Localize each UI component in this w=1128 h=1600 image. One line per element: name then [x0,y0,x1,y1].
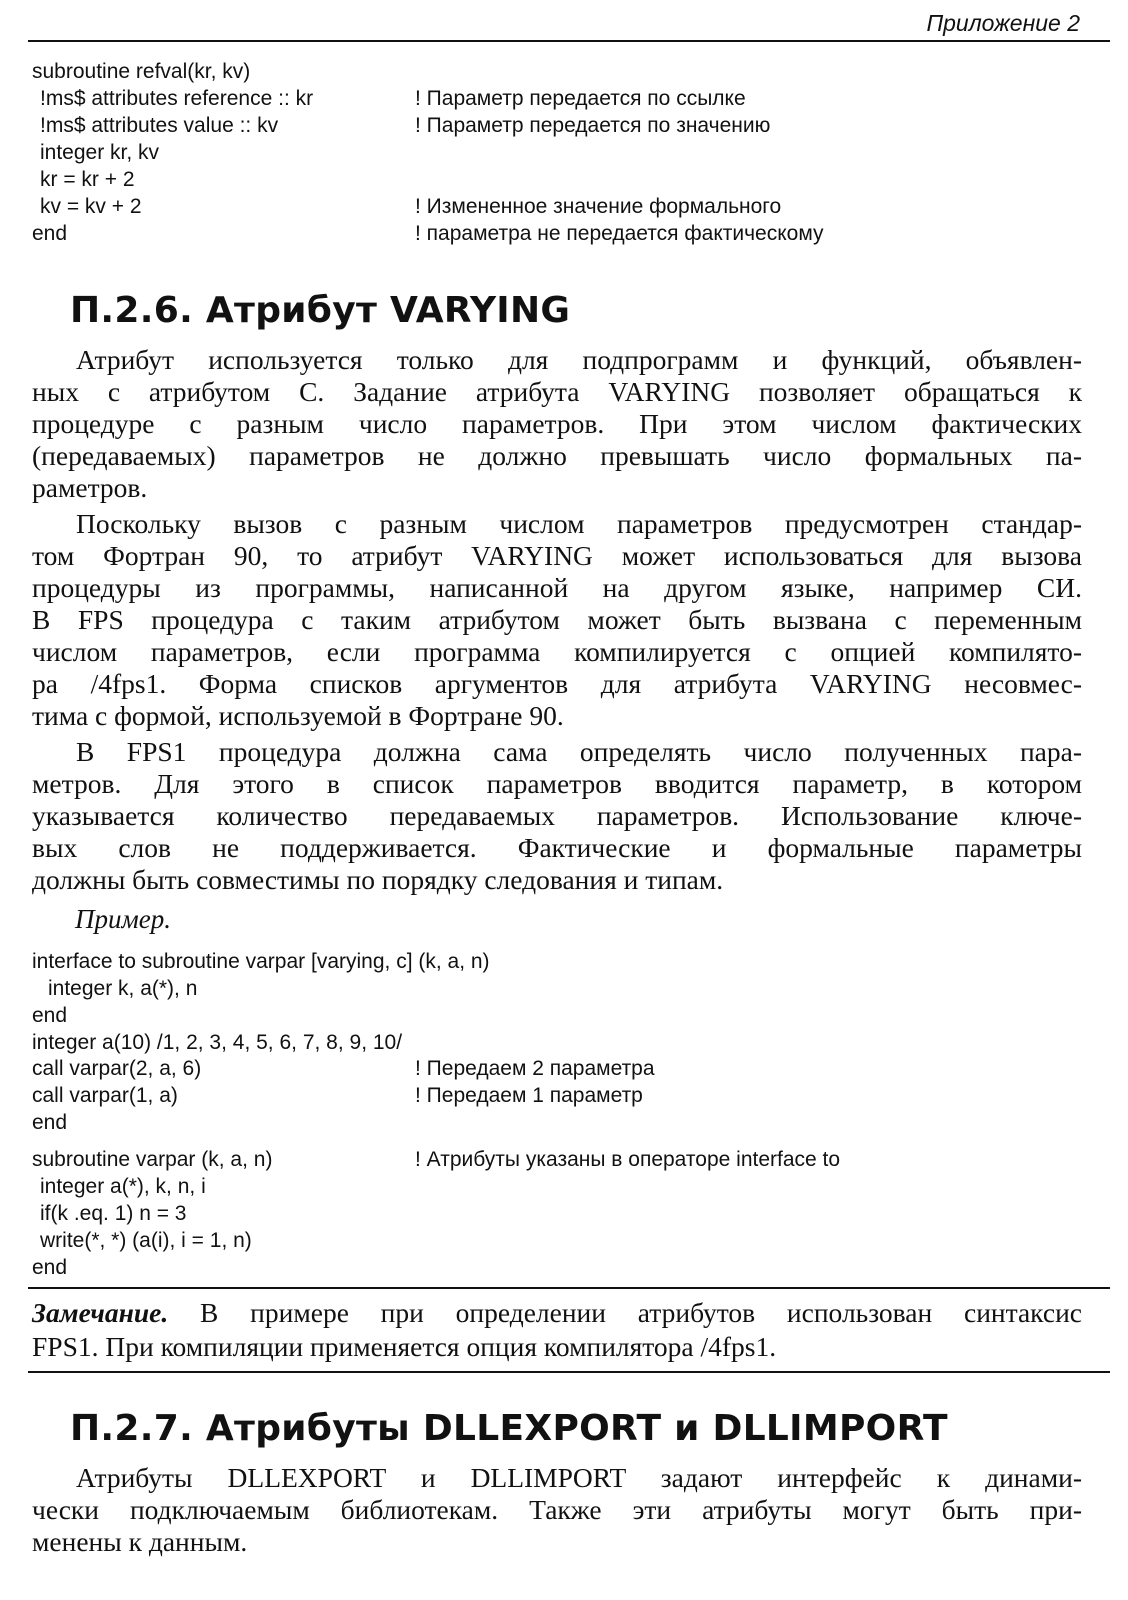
text-line: Атрибут используется только для подпрограмм и функций, объявлен- [76,344,1082,375]
code-line: if(k .eq. 1) n = 3 [40,1202,187,1225]
code-line: call varpar(2, a, 6) [32,1057,202,1080]
note-bottom-rule [28,1371,1110,1373]
code-line: write(*, *) (a(i), i = 1, n) [40,1229,252,1252]
text-line: В FPS1 процедура должна сама определять число полученных пара- [76,736,1082,767]
code-line: !ms$ attributes value :: kv [40,114,279,137]
text-line: В FPS процедура с таким атрибутом может быть вызвана с переменным [32,604,1082,635]
header-rule [28,40,1110,42]
paragraph [32,1462,1082,1558]
text-line: (передаваемых) параметров не должно превышать число формальных па- [32,440,1082,471]
code-line: kv = kv + 2 [40,195,142,218]
section-heading-dll: П.2.7. Атрибуты DLLEXPORT и DLLIMPORT [70,1408,948,1449]
code-line: call varpar(1, a) [32,1084,178,1107]
code-line: end [32,222,68,245]
text-line: тима с формой, используемой в Фортране 90. [32,700,564,731]
note-label: Замечание. [32,1297,169,1328]
note-text: В примере при определении атрибутов использован синтаксис [168,1297,1082,1328]
text-line: Поскольку вызов с разным числом параметров предусмотрен стандар- [76,508,1082,539]
code-comment: ! Передаем 1 параметр [415,1084,643,1107]
code-comment: ! Атрибуты указаны в операторе interface to [415,1148,841,1171]
note-top-rule [28,1287,1110,1289]
code-line: kr = kr + 2 [40,168,135,191]
code-comment: ! параметра не передается фактическому [415,222,824,245]
running-header: Приложение 2 [926,10,1080,36]
text-line: процедуры из программы, написанной на другом языке, например СИ. [32,572,1082,603]
text-line: том Фортран 90, то атрибут VARYING может использоваться для вызова [32,540,1082,571]
code-line: end [32,1256,68,1279]
text-line: ра /4fps1. Форма списков аргументов для атрибута VARYING несовмес- [32,668,1082,699]
text-line: ных с атрибутом C. Задание атрибута VARYING позволяет обращаться к [32,376,1082,407]
note-box [32,1296,1082,1364]
text-line: вых слов не поддерживается. Фактические и формальные параметры [32,832,1082,863]
paragraph [32,736,1082,896]
code-line: interface to subroutine varpar [varying, c] (k, a, n) [32,950,490,973]
code-line: subroutine refval(kr, kv) [32,60,251,83]
text-line: раметров. [32,472,148,503]
note-line: FPS1. При компиляции применяется опция компилятора /4fps1. [32,1331,777,1362]
text-line: указывается количество передаваемых параметров. Использование ключе- [32,800,1082,831]
code-line: integer a(*), k, n, i [40,1175,206,1198]
text-line: числом параметров, если программа компилируется с опцией компилято- [32,636,1082,667]
code-line: !ms$ attributes reference :: kr [40,87,314,110]
example-label: Пример. [75,904,171,934]
code-comment: ! Передаем 2 параметра [415,1057,655,1080]
text-line: метров. Для этого в список параметров вводится параметр, в котором [32,768,1082,799]
paragraph [32,344,1082,504]
text-line: должны быть совместимы по порядку следования и типам. [32,864,724,895]
text-line: менены к данным. [32,1526,248,1557]
paragraph [32,508,1082,732]
code-comment: ! Параметр передается по ссылке [415,87,746,110]
code-line: end [32,1111,68,1134]
code-line: end [32,1004,68,1027]
note-line [32,1296,1082,1330]
text-line: процедуре с разным число параметров. При этом числом фактических [32,408,1082,439]
section-heading-varying: П.2.6. Атрибут VARYING [70,290,571,331]
code-comment: ! Измененное значение формального [415,195,782,218]
code-line: integer a(10) /1, 2, 3, 4, 5, 6, 7, 8, 9, 10/ [32,1031,403,1054]
text-line: Атрибуты DLLEXPORT и DLLIMPORT задают интерфейс к динами- [76,1462,1082,1493]
code-comment: ! Параметр передается по значению [415,114,771,137]
code-line: subroutine varpar (k, a, n) [32,1148,273,1171]
code-line: integer k, a(*), n [48,977,198,1000]
code-line: integer kr, kv [40,141,160,164]
text-line: чески подключаемым библиотекам. Также эти атрибуты могут быть при- [32,1494,1082,1525]
